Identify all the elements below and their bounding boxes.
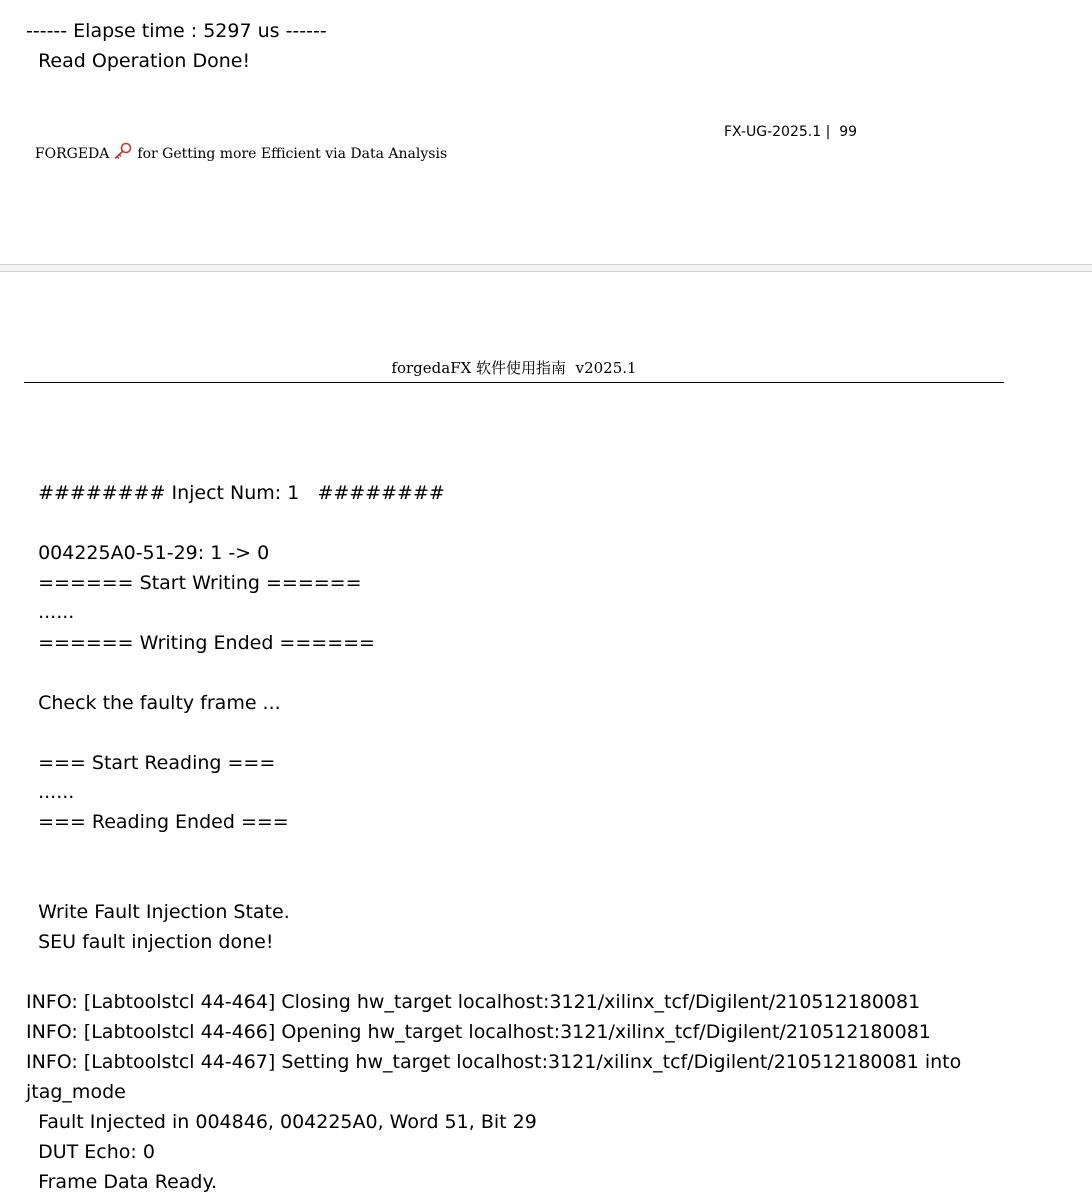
page-footer-right: [724, 122, 857, 142]
key-icon: [113, 142, 133, 166]
page-separator: [0, 264, 1092, 272]
log-line-frame-ready: Frame Data Ready.: [26, 1171, 218, 1193]
log-line-start-reading: === Start Reading ===: [26, 752, 276, 774]
page-footer-left: [26, 122, 447, 166]
footer-doc-id: FX-UG-2025.1: [724, 124, 822, 140]
log-line-inject-num: ######## Inject Num: 1 ########: [26, 482, 445, 504]
footer-separator: |: [825, 124, 831, 140]
log-line-write-state: Write Fault Injection State.: [26, 901, 290, 923]
footer-brand: FORGEDA: [34, 146, 110, 162]
log-line-reading-ended: === Reading Ended ===: [26, 811, 289, 833]
page-header-title: forgedaFX 软件使用指南 v2025.1: [391, 359, 637, 377]
read-done-line: Read Operation Done!: [26, 50, 251, 72]
log-line-jtag-mode: jtag_mode: [26, 1081, 126, 1103]
log-line-writing-ended: ====== Writing Ended ======: [26, 632, 375, 654]
log-line-seu-done: SEU fault injection done!: [26, 931, 274, 953]
footer-page-number: 99: [839, 124, 858, 140]
log-line-bit-flip: 004225A0-51-29: 1 -> 0: [26, 542, 270, 564]
elapse-time-line: ------ Elapse time : 5297 us ------: [26, 20, 327, 42]
log-line-ellipsis-2: ......: [26, 781, 75, 803]
log-line-info-closing: INFO: [Labtoolstcl 44-464] Closing hw_target localhost:3121/xilinx_tcf/Digilent/210512180081: [26, 991, 921, 1013]
log-line-dut-echo: DUT Echo: 0: [26, 1141, 155, 1163]
page-header-rule: [24, 382, 1004, 383]
log-line-ellipsis-1: ......: [26, 601, 75, 623]
log-line-fault-injected: Fault Injected in 004846, 004225A0, Word 51, Bit 29: [26, 1111, 537, 1133]
log-line-info-opening: INFO: [Labtoolstcl 44-466] Opening hw_target localhost:3121/xilinx_tcf/Digilent/210512180081: [26, 1021, 931, 1043]
log-line-check-frame: Check the faulty frame ...: [26, 692, 281, 714]
log-line-info-setting: INFO: [Labtoolstcl 44-467] Setting hw_target localhost:3121/xilinx_tcf/Digilent/210512180081 into: [26, 1051, 962, 1073]
log-line-start-writing: ====== Start Writing ======: [26, 572, 362, 594]
footer-tagline: for Getting more Efficient via Data Analysis: [137, 146, 448, 162]
